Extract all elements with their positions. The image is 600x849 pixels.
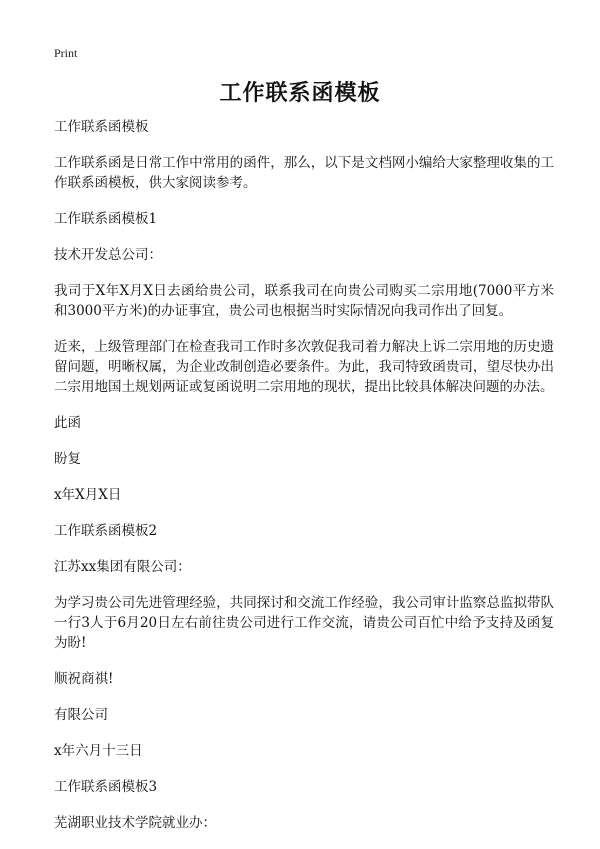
paragraph-section-heading: 工作联系函模板: [54, 119, 149, 135]
paragraph-recipient-2: 江苏xx集团有限公司：: [54, 559, 191, 575]
paragraph-closing-1: 此函: [54, 415, 81, 431]
paragraph-date-1: x年X月X日: [54, 487, 122, 503]
document-title: 工作联系函模板: [219, 81, 381, 106]
paragraph-reply-request: 盼复: [54, 451, 81, 467]
paragraph-body-1b: 近来，上级管理部门在检查我司工作时多次敦促我司着力解决上诉二宗用地的历史遗留问题，明晰权属，为企业改制创造必要条件。为此，我司特致函贵司，望尽快办出二宗用地国土规划两证或复函说明二宗用地的现状，提出比较具体解决问题的办法。: [54, 339, 554, 395]
paragraph-body-1a: 我司于X年X月X日去函给贵公司，联系我司在向贵公司购买二宗用地(7000平方米和3000平方米)的办证事宜，贵公司也根据当时实际情况向我司作出了回复。: [54, 283, 554, 319]
paragraph-closing-2: 顺祝商祺!: [54, 671, 114, 687]
paragraph-recipient-1: 技术开发总公司：: [54, 247, 162, 263]
paragraph-template-2-heading: 工作联系函模板2: [54, 523, 158, 539]
paragraph-body-2: 为学习贵公司先进管理经验，共同探讨和交流工作经验，我公司审计监察总监拟带队一行3人于6月20日左右前往贵公司进行工作交流，请贵公司百忙中给予支持及函复为盼!: [54, 595, 554, 651]
paragraph-intro: 工作联系函是日常工作中常用的函件，那么，以下是文档网小编给大家整理收集的工作联系函模板，供大家阅读参考。: [54, 155, 554, 191]
paragraph-recipient-3: 芜湖职业技术学院就业办：: [54, 815, 216, 831]
paragraph-sender-2: 有限公司: [54, 707, 108, 723]
paragraph-template-1-heading: 工作联系函模板1: [54, 211, 158, 227]
document-body: [54, 117, 554, 849]
print-link[interactable]: Print: [54, 46, 78, 60]
paragraph-template-3-heading: 工作联系函模板3: [54, 779, 158, 795]
paragraph-date-2: x年六月十三日: [54, 743, 143, 759]
